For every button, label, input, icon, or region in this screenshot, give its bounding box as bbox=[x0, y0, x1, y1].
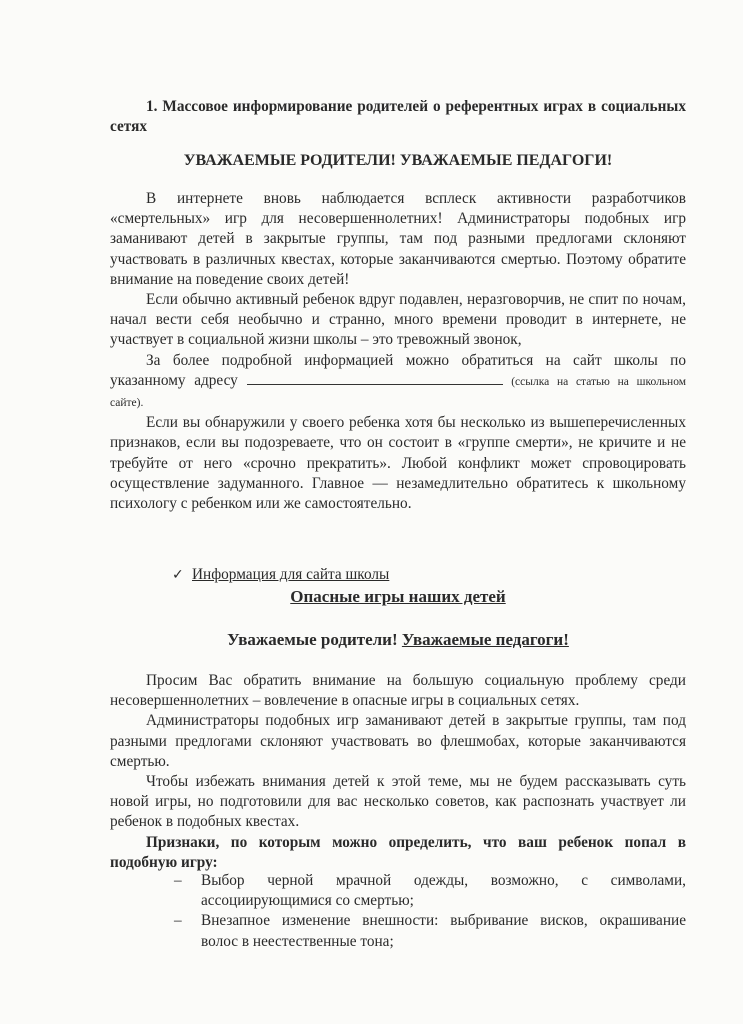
section2-subtitle-parents: Уважаемые родители! bbox=[227, 630, 398, 649]
address-blank-line bbox=[247, 371, 503, 385]
section2-paragraph-3: Чтобы избежать внимания детей к этой теме, мы не будем рассказывать суть новой игры, но подготовили для вас несколько советов, как распознать участвует ли ребенок в подобных квестах. bbox=[110, 773, 686, 831]
section2-subtitle-teachers: Уважаемые педагоги! bbox=[401, 630, 569, 649]
signs-heading: Признаки, по которым можно определить, что ваш ребенок попал в подобную игру: bbox=[110, 833, 686, 871]
section1-paragraph-3 bbox=[110, 351, 686, 414]
section1-heading: 1. Массовое информирование родителей о референтных играх в социальных сетях bbox=[110, 98, 686, 136]
site-info-check-item bbox=[172, 565, 592, 585]
section1-paragraph-3-text: За более подробной информацией можно обратиться на сайт школы по указанному адресу bbox=[110, 351, 686, 389]
dash-bullet: – bbox=[174, 912, 182, 930]
section1-body bbox=[110, 189, 686, 514]
section2-title: Опасные игры наших детей bbox=[290, 587, 506, 606]
section2-body bbox=[110, 671, 686, 873]
list-item bbox=[174, 871, 686, 911]
dash-bullet: – bbox=[174, 872, 182, 889]
section1-title: УВАЖАЕМЫЕ РОДИТЕЛИ! УВАЖАЕМЫЕ ПЕДАГОГИ! bbox=[183, 152, 613, 169]
sign-text: Выбор черной мрачной одежды, возможно, с символами, ассоциирующимися со смертью; bbox=[201, 872, 686, 910]
section1-paragraph-3-note: (ссылка на статью на школьном сайте). bbox=[110, 375, 687, 410]
section1-paragraph-4: Если вы обнаружили у своего ребенка хотя бы несколько из вышеперечисленных признаков, если вы подозреваете, что он состоит в «группе смерти», не кричите и не требуйте от него «срочно прекратить». Любой конфликт может спровоцировать осуществление задуманного. Главное — незамедлительно обратитесь к школьному психологу с ребенком или же самостоятельно. bbox=[110, 414, 686, 513]
site-info-label: Информация для сайта школы bbox=[192, 566, 390, 583]
list-item bbox=[174, 911, 686, 951]
section1-paragraph-1: В интернете вновь наблюдается всплеск активности разработчиков «смертельных» игр для несовершеннолетних! Администраторы подобных игр заманивают детей в закрытые группы, там под разными предлогами склоняют участвовать в различных квестах, которые заканчиваются смертью. Поэтому обратите внимание на поведение своих детей! bbox=[110, 190, 686, 288]
section2-paragraph-1: Просим Вас обратить внимание на большую социальную проблему среди несовершеннолетних – вовлечение в опасные игры в социальных сетях. bbox=[110, 672, 686, 710]
section2-subtitle bbox=[110, 630, 686, 650]
sign-text: Внезапное изменение внешности: выбривание висков, окрашивание волос в неестественные тона; bbox=[201, 912, 686, 950]
signs-list bbox=[174, 871, 686, 952]
checkmark-icon: ✓ bbox=[172, 567, 184, 583]
section1-paragraph-2: Если обычно активный ребенок вдруг подавлен, неразговорчив, не спит по ночам, начал вести себя необычно и странно, много времени проводит в интернете, не участвует в социальной жизни школы – это тревожный звонок, bbox=[110, 291, 686, 349]
section2-paragraph-2: Администраторы подобных игр заманивают детей в закрытые группы, там под разными предлогами склоняют участвовать во флешмобах, которые заканчиваются смертью. bbox=[110, 712, 686, 770]
